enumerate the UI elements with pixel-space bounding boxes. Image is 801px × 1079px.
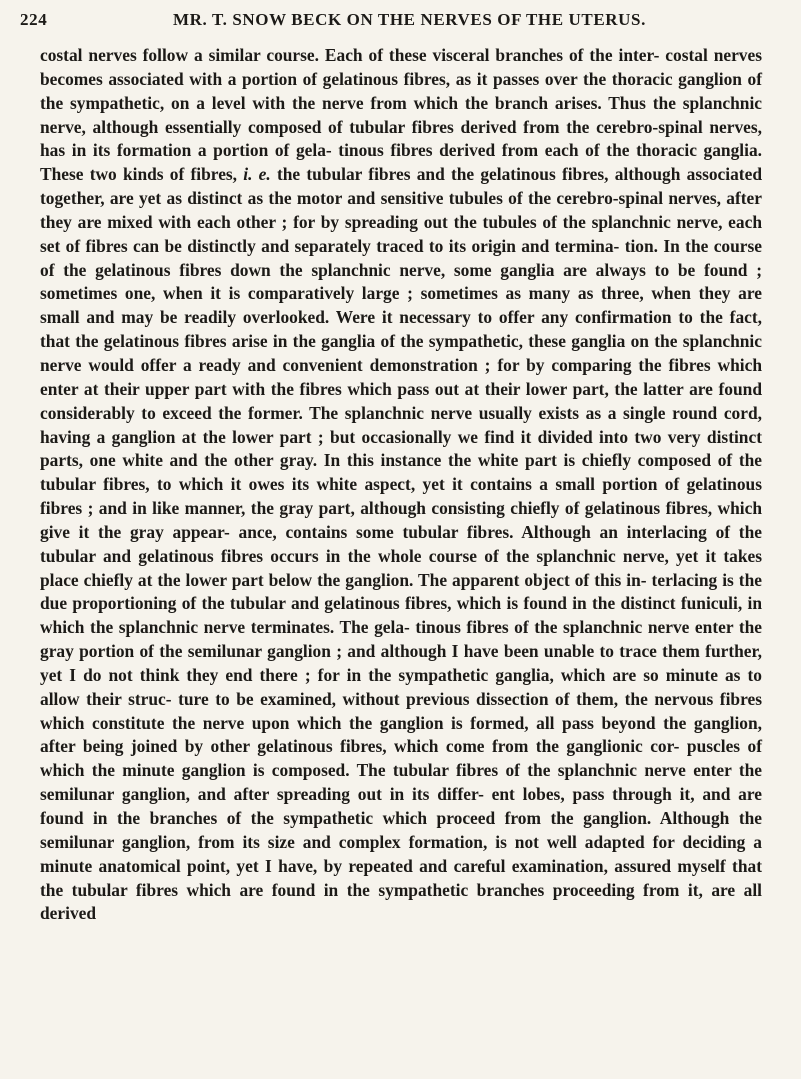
body-paragraph (40, 44, 762, 926)
page-number: 224 (20, 10, 48, 29)
running-header (20, 10, 779, 36)
body-text-part-2: the tubular fibres and the gelatinous fibres, although associated together, are yet as distinct as the motor and sensitive tubules of the cerebro-spinal nerves, after they are mixed with each other ; for by spreading out the tubules of the splanchnic nerve, each set of fibres can be distinctly and separately traced to its origin and termina- tion. In the course of the gelatinous fibres down the splanchnic nerve, some ganglia are always to be found ; sometimes one, when it is comparatively large ; sometimes as many as three, when they are small and may be readily overlooked. Were it necessary to offer any confirmation to the fact, that the gelatinous fibres arise in the ganglia of the sympathetic, these ganglia on the splanchnic nerve would offer a ready and convenient demonstration ; for by comparing the fibres which enter at their upper part with the fibres which pass out at their lower part, the latter are found considerably to exceed the former. The splanchnic nerve usually exists as a single round cord, having a ganglion at the lower part ; but occasionally we find it divided into two very distinct parts, one white and the other gray. In this instance the white part is chiefly composed of the tubular fibres, to which it owes its white aspect, yet it contains a small portion of gelatinous fibres ; and in like manner, the gray part, although consisting chiefly of gelatinous fibres, which give it the gray appear- ance, contains some tubular fibres. Although an interlacing of the tubular and gelatinous fibres occurs in the whole course of the splanchnic nerve, yet it takes place chiefly at the lower part below the ganglion. The apparent object of this in- terlacing is the due proportioning of the tubular and gelatinous fibres, which is found in the distinct funiculi, in which the splanchnic nerve terminates. The gela- tinous fibres of the splanchnic nerve enter the gray portion of the semilunar ganglion ; and although I have been unable to trace them further, yet I do not think they end there ; for in the sympathetic ganglia, which are so minute as to allow their struc- ture to be examined, without previous dissection of them, the nervous fibres which constitute the nerve upon which the ganglion is formed, all pass beyond the ganglion, after being joined by other gelatinous fibres, which come from the ganglionic cor- puscles of which the minute ganglion is composed. The tubular fibres of the splanchnic nerve enter the semilunar ganglion, and after spreading out in its differ- ent lobes, pass through it, and are found in the branches of the sympathetic which proceed from the ganglion. Although the semilunar ganglion, from its size and complex formation, is not well adapted for deciding a minute anatomical point, yet I have, by repeated and careful examination, assured myself that the tubular fibres which are found in the sympathetic branches proceeding from it, are all derived (40, 164, 762, 924)
running-title: MR. T. SNOW BECK ON THE NERVES OF THE UTERUS. (173, 10, 646, 29)
italic-abbreviation: i. e. (243, 164, 271, 185)
body-text-part-1: costal nerves follow a similar course. Each of these visceral branches of the inter- costal nerves becomes associated with a portion of gelatinous fibres, as it passes over the thoracic ganglion of the sympathetic, on a level with the nerve from which the branch arises. Thus the splanchnic nerve, although essentially composed of tubular fibres derived from the cerebro-spinal nerves, has in its formation a portion of gela- tinous fibres derived from each of the thoracic ganglia. These two kinds of fibres, (40, 45, 762, 185)
